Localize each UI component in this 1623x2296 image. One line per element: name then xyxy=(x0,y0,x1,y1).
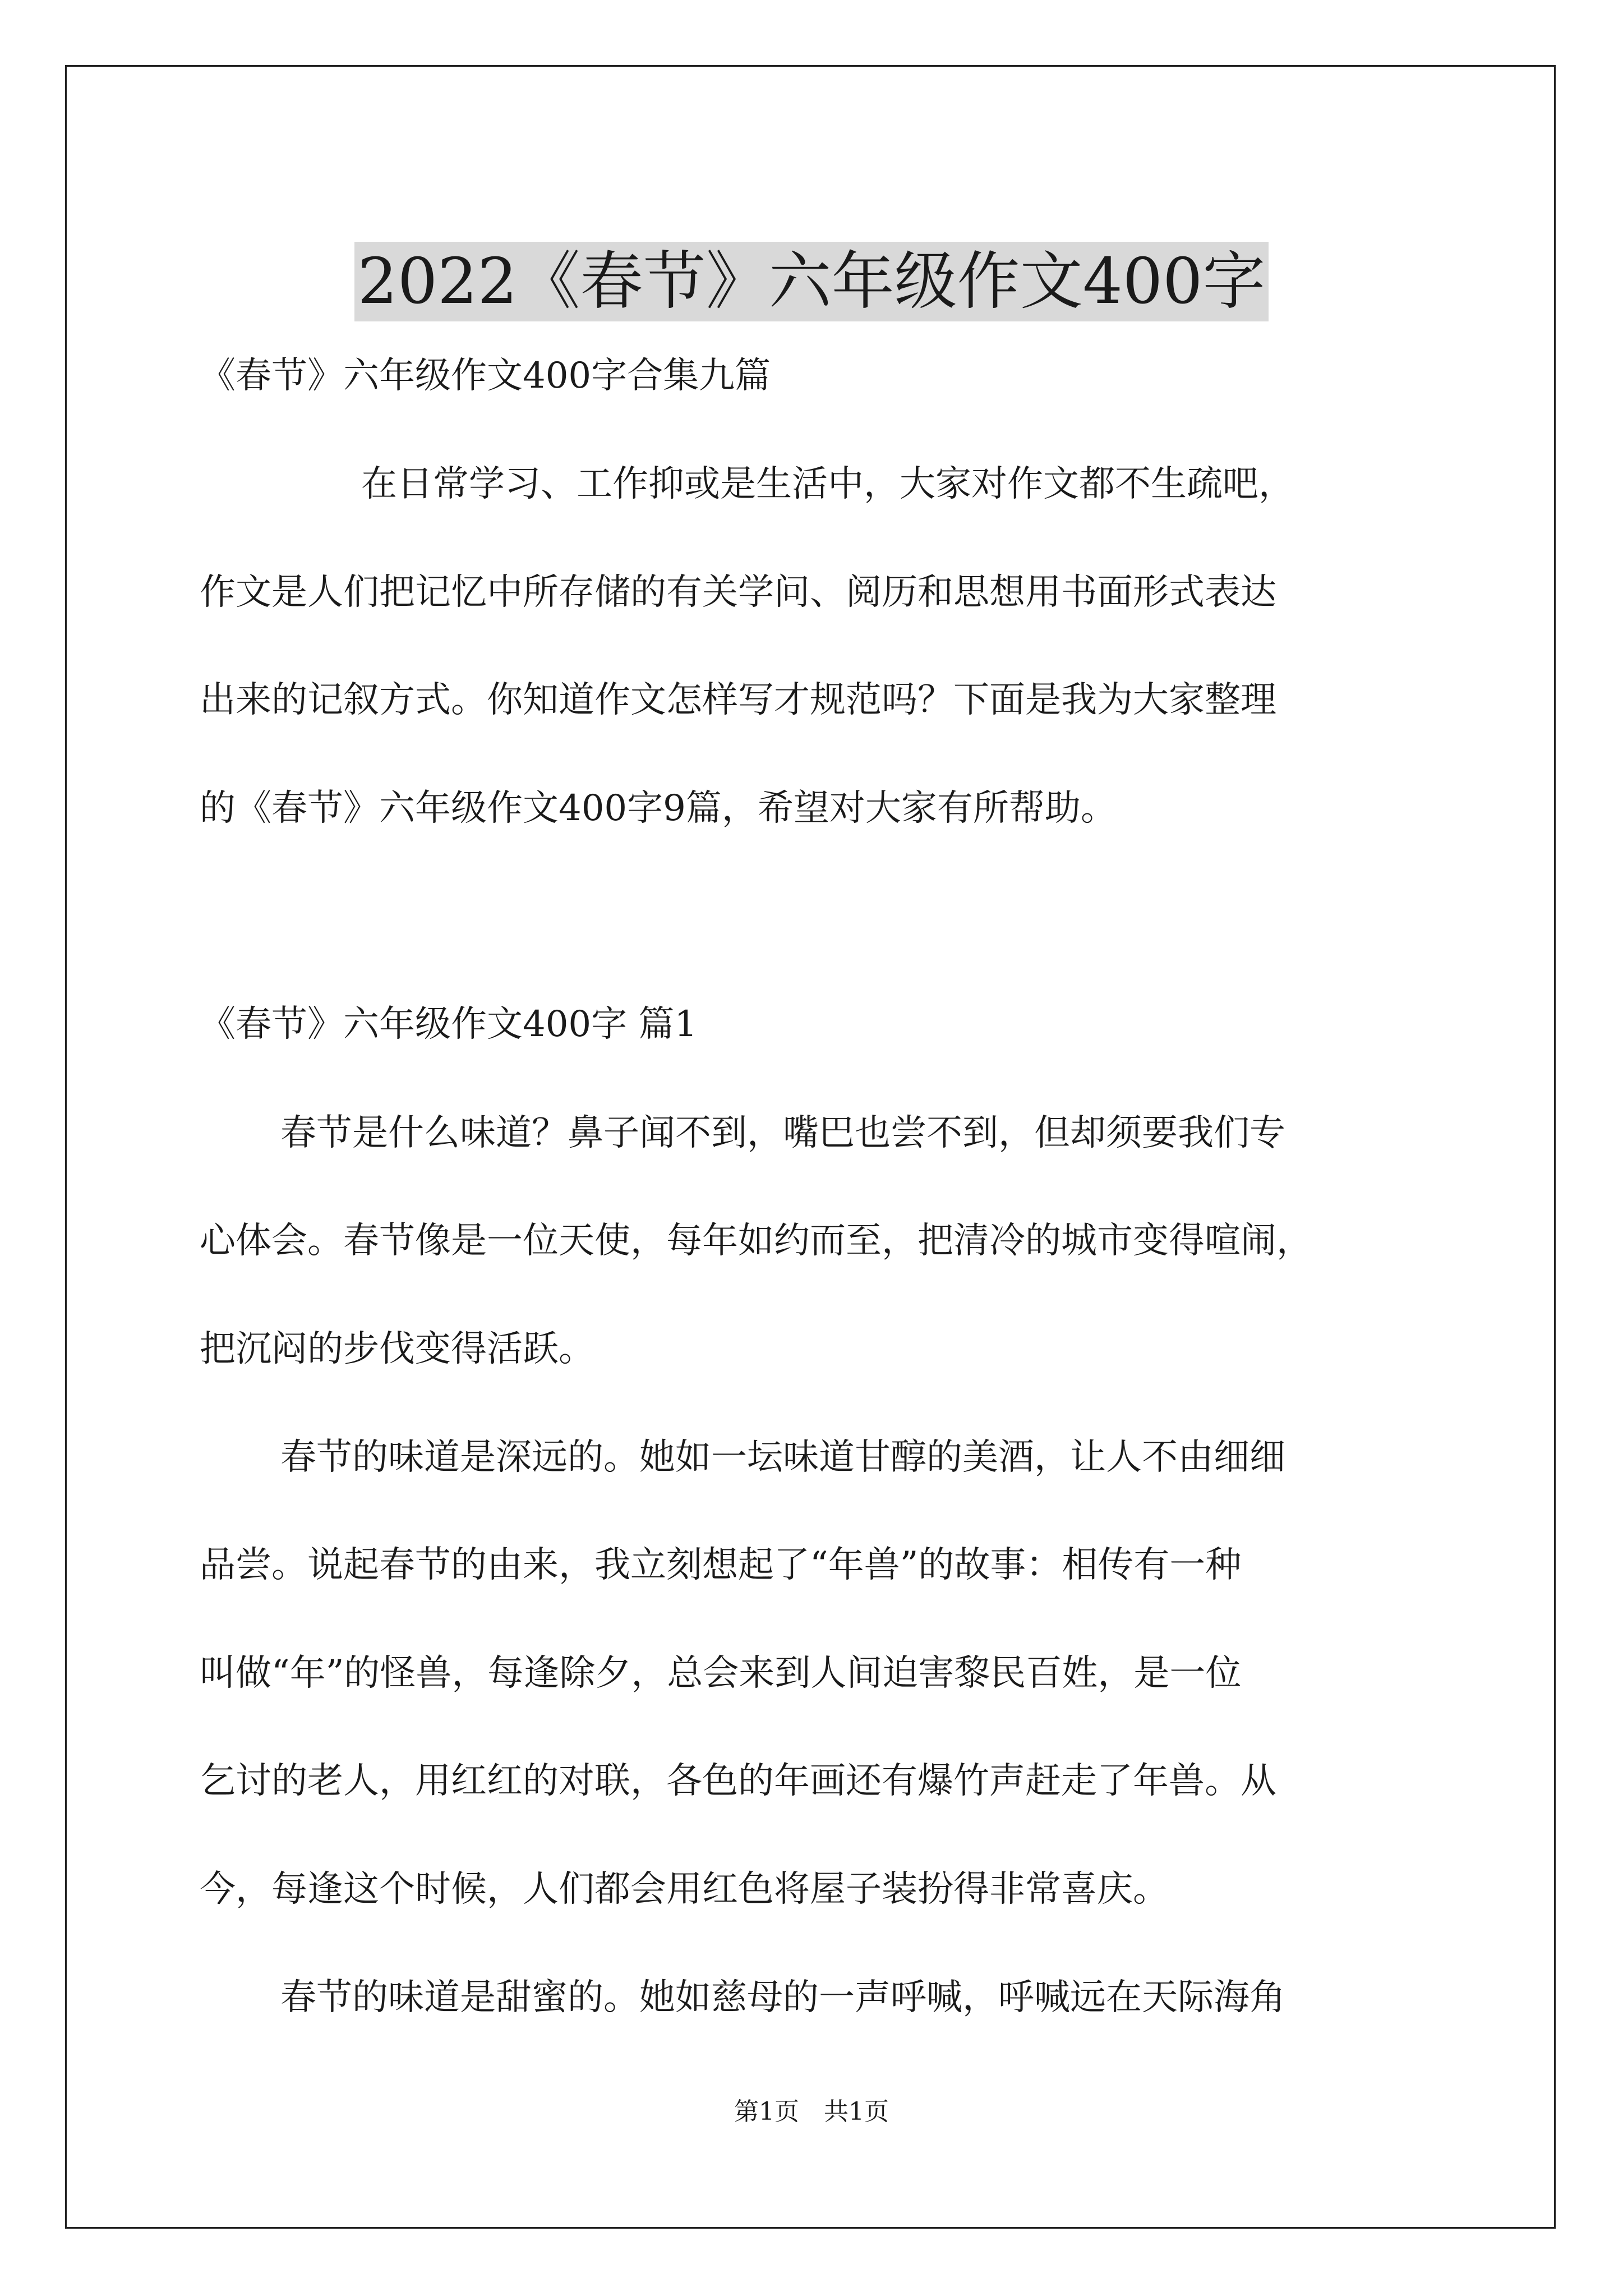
intro-line: 出来的记叙方式。你知道作文怎样写才规范吗？下面是我为大家整理 xyxy=(200,679,1276,721)
intro-line: 作文是人们把记忆中所存储的有关学问、阅历和思想用书面形式表达 xyxy=(200,572,1276,613)
title-container xyxy=(0,200,1623,364)
section-heading: 《春节》六年级作文400字 篇1 xyxy=(200,1004,698,1045)
paragraph-line: 品尝。说起春节的由来，我立刻想起了“年兽”的故事：相传有一种 xyxy=(200,1544,1242,1586)
document-subtitle: 《春节》六年级作文400字合集九篇 xyxy=(200,355,771,397)
paragraph-line: 春节是什么味道？鼻子闻不到，嘴巴也尝不到，但却须要我们专 xyxy=(280,1112,1285,1154)
intro-line: 在日常学习、工作抑或是生活中，大家对作文都不生疏吧， xyxy=(361,463,1294,505)
paragraph-line: 春节的味道是深远的。她如一坛味道甘醇的美酒，让人不由细细 xyxy=(280,1437,1285,1478)
paragraph-line: 叫做“年”的怪兽，每逢除夕，总会来到人间迫害黎民百姓，是一位 xyxy=(200,1653,1242,1694)
paragraph-line: 今，每逢这个时候，人们都会用红色将屋子装扮得非常喜庆。 xyxy=(200,1869,1169,1910)
intro-line: 的《春节》六年级作文400字9篇，希望对大家有所帮助。 xyxy=(200,788,1117,829)
page-footer: 第1页 共1页 xyxy=(734,2097,889,2126)
paragraph-line: 春节的味道是甜蜜的。她如慈母的一声呼喊，呼喊远在天际海角 xyxy=(280,1977,1285,2018)
paragraph-line: 心体会。春节像是一位天使，每年如约而至，把清冷的城市变得喧闹， xyxy=(200,1220,1312,1262)
paragraph-line: 把沉闷的步伐变得活跃。 xyxy=(200,1328,594,1370)
paragraph-line: 乞讨的老人，用红红的对联，各色的年画还有爆竹声赶走了年兽。从 xyxy=(200,1760,1276,1802)
document-title: 2022《春节》六年级作文400字 xyxy=(354,242,1269,321)
